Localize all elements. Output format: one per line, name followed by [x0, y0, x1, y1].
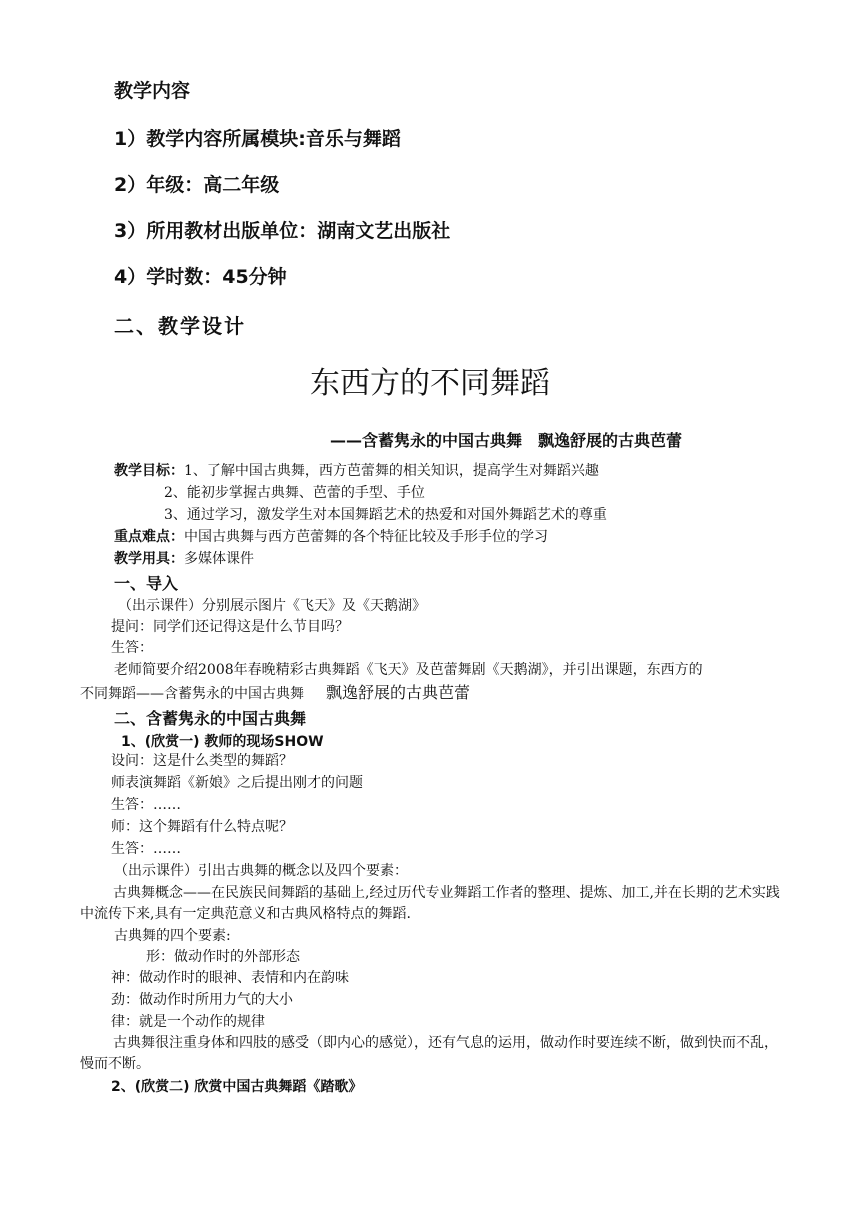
part2-q6: （出示课件）引出古典舞的概念以及四个要素： — [114, 863, 408, 879]
teaching-content-heading: 教学内容 — [114, 80, 191, 102]
goal-2: 2、能初步掌握古典舞、芭蕾的手型、手位 — [164, 485, 425, 501]
part2-sub1: 1、(欣赏一) 教师的现场SHOW — [121, 734, 324, 750]
intro-line-5b: 飘逸舒展的古典芭蕾 — [326, 683, 471, 702]
intro-heading: 一、导入 — [114, 574, 179, 593]
tools-text: 多媒体课件 — [184, 551, 254, 567]
tools-line — [114, 549, 254, 570]
classical-note-paragraph: 古典舞很注重身体和四肢的感受（即内心的感觉），还有气息的运用，做动作时要连续不断，做到快而不乱，慢而不断。 — [80, 1035, 778, 1072]
element-rhythm: 律：就是一个动作的规律 — [111, 1014, 265, 1030]
keypoints-line — [114, 527, 548, 548]
four-elements-heading: 古典舞的四个要素: — [114, 928, 231, 944]
keypoints-text: 中国古典舞与西方芭蕾舞的各个特征比较及手形手位的学习 — [184, 529, 548, 545]
page-subtitle: ——含蓄隽永的中国古典舞 飘逸舒展的古典芭蕾 — [330, 431, 683, 450]
hours-line: 4）学时数：45分钟 — [114, 266, 287, 288]
goals-label: 教学目标： — [114, 463, 184, 479]
part2-q1: 设问：这是什么类型的舞蹈？ — [111, 753, 293, 769]
intro-line-5 — [80, 682, 470, 705]
intro-line-1: （出示课件）分别展示图片《飞天》及《天鹅湖》 — [118, 598, 426, 614]
part2-sub2: 2、(欣赏二) 欣赏中国古典舞蹈《踏歌》 — [111, 1079, 363, 1095]
intro-line-5a: 不同舞蹈——含蓄隽永的中国古典舞 — [80, 686, 304, 702]
element-spirit: 神：做动作时的眼神、表情和内在韵味 — [111, 970, 349, 986]
part2-q5: 生答：…… — [111, 841, 181, 857]
module-line: 1）教学内容所属模块:音乐与舞蹈 — [114, 128, 401, 150]
part2-q2: 师表演舞蹈《新娘》之后提出刚才的问题 — [111, 775, 363, 791]
tools-label: 教学用具： — [114, 551, 184, 567]
classical-concept-paragraph: 古典舞概念——在民族民间舞蹈的基础上,经过历代专业舞蹈工作者的整理、提炼、加工,并在长期的艺术实践中流传下来,具有一定典范意义和古典风格特点的舞蹈. — [80, 885, 780, 922]
intro-line-4: 老师简要介绍2008年春晚精彩古典舞蹈《飞天》及芭蕾舞剧《天鹅湖》，并引出课题，东西方的 — [114, 662, 703, 678]
part2-q4: 师：这个舞蹈有什么特点呢？ — [111, 819, 293, 835]
element-form: 形：做动作时的外部形态 — [146, 949, 300, 965]
element-force: 劲：做动作时所用力气的大小 — [111, 992, 293, 1008]
keypoints-label: 重点难点： — [114, 529, 184, 545]
publisher-line: 3）所用教材出版单位：湖南文艺出版社 — [114, 220, 451, 242]
intro-line-2: 提问：同学们还记得这是什么节目吗？ — [111, 619, 349, 635]
part2-heading: 二、含蓄隽永的中国古典舞 — [114, 709, 307, 728]
grade-line: 2）年级：高二年级 — [114, 174, 280, 196]
intro-line-3: 生答： — [111, 640, 153, 656]
page-title: 东西方的不同舞蹈 — [310, 366, 550, 401]
goals-line-1 — [114, 461, 599, 482]
goal-3: 3、通过学习，激发学生对本国舞蹈艺术的热爱和对国外舞蹈艺术的尊重 — [164, 507, 607, 523]
part2-q3: 生答：…… — [111, 797, 181, 813]
goal-1: 1、了解中国古典舞，西方芭蕾舞的相关知识，提高学生对舞蹈兴趣 — [184, 463, 599, 479]
section-design-heading: 二、教学设计 — [114, 314, 246, 338]
